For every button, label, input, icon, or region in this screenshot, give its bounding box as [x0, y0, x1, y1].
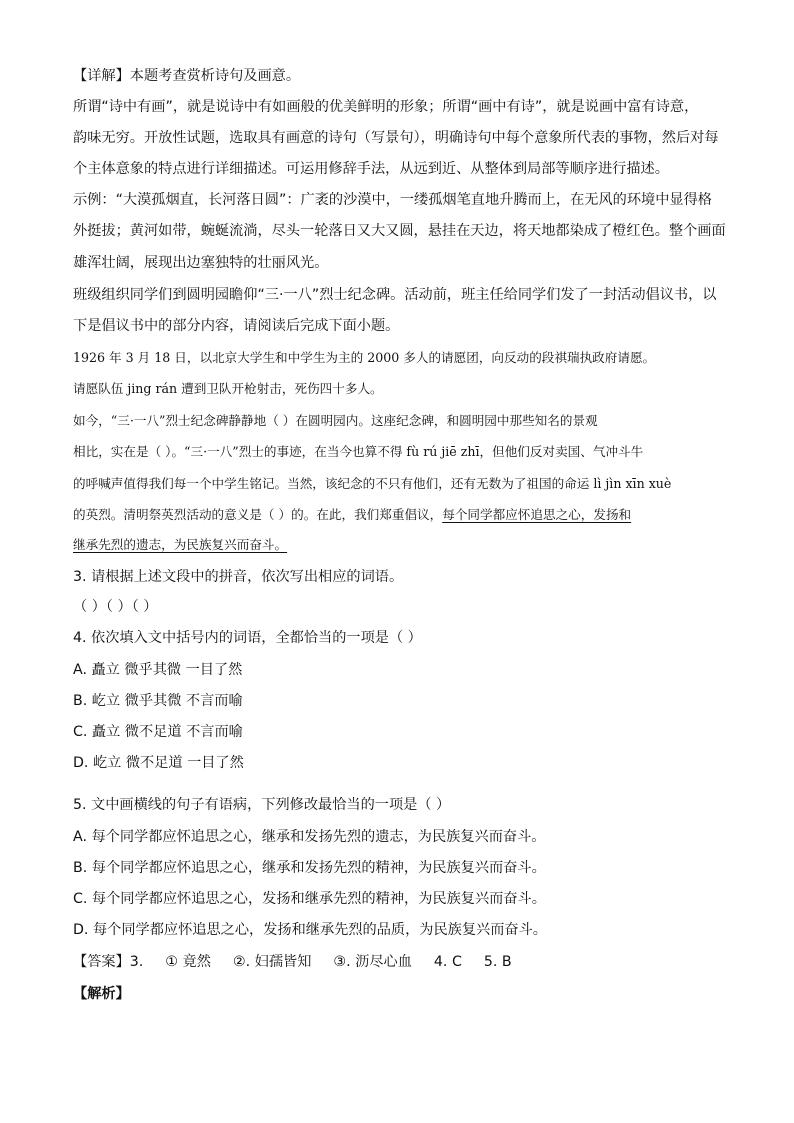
- question-4-option-c: C. 矗立 微不足道 不言而喻: [73, 724, 243, 740]
- question-3-text: 3. 请根据上述文段中的拼音，依次写出相应的词语。: [73, 569, 404, 585]
- underlined-sentence-part-1: 每个同学都应怀追思之心，发扬和: [442, 507, 632, 522]
- passage-p2-line-2: 相比，实在是（ ）。“三·一八”烈士的事迹，在当今也算不得 fù rú jiē zhī，但他们反对卖国、气冲斗牛: [73, 444, 644, 459]
- question-5-option-c: C. 每个同学都应怀追思之心，发扬和继承先烈的精神，为民族复兴而奋斗。: [73, 891, 546, 907]
- question-3-blanks: （ ）（ ）（ ）: [73, 599, 158, 615]
- detail-line-2: 所谓“诗中有画”，就是说诗中有如画般的优美鲜明的形象；所谓“画中有诗”，就是说画中富有诗意，: [73, 99, 699, 115]
- passage-p2-line-1: 如今，“三·一八”烈士纪念碑静静地（ ）在圆明园内。这座纪念碑，和圆明园中那些知名的景观: [73, 413, 598, 428]
- passage-p1-line-1: 1926 年 3 月 18 日，以北京大学生和中学生为主的 2000 多人的请愿团，向反动的段祺瑞执政府请愿。: [73, 350, 656, 365]
- intro-line-2: 下是倡议书中的部分内容，请阅读后完成下面小题。: [73, 318, 400, 334]
- detail-line-6: 外挺拔；黄河如带，蜿蜒流淌，尽头一轮落日又大又圆，悬挂在天边，将天地都染成了橙红色。整个画面: [73, 223, 726, 239]
- question-5-text: 5. 文中画横线的句子有语病，下列修改最恰当的一项是（ ）: [73, 797, 451, 813]
- answer-line: [73, 952, 512, 972]
- question-5-option-a: A. 每个同学都应怀追思之心，继承和发扬先烈的遗志，为民族复兴而奋斗。: [73, 829, 546, 845]
- detail-line-7: 雄浑壮阔，展现出边塞独特的壮丽风光。: [73, 255, 329, 271]
- detail-line-5: 示例：“大漠孤烟直，长河落日圆”：广袤的沙漠中，一缕孤烟笔直地升腾而上，在无风的环境中显得格: [73, 192, 712, 208]
- answer-3-3: ③. 沥尽心血: [333, 954, 412, 970]
- question-4-option-d: D. 屹立 微不足道 一目了然: [73, 755, 244, 771]
- underlined-sentence-part-2: 继承先烈的遗志，为民族复兴而奋斗。: [73, 537, 288, 552]
- passage-p2-line-4: [73, 505, 631, 525]
- answer-label: 【答案】3.: [73, 954, 144, 970]
- passage-p2-line-4-text: 的英烈。清明祭英烈活动的意义是（ ）的。在此，我们郑重倡议，: [73, 507, 443, 522]
- answer-5: 5. B: [483, 954, 512, 970]
- question-5-option-d: D. 每个同学都应怀追思之心，发扬和继承先烈的品质，为民族复兴而奋斗。: [73, 922, 547, 938]
- analysis-label: 【解析】: [73, 986, 130, 1002]
- answer-3-1: ① 竟然: [165, 954, 211, 970]
- question-4-text: 4. 依次填入文中括号内的词语，全都恰当的一项是（ ）: [73, 630, 422, 646]
- question-5-option-b: B. 每个同学都应怀追思之心，继承和发扬先烈的精神，为民族复兴而奋斗。: [73, 860, 546, 876]
- detail-line-3: 韵味无穷。开放性试题，选取具有画意的诗句（写景句），明确诗句中每个意象所代表的事物，然后对每: [73, 130, 719, 146]
- detail-line-4: 个主体意象的特点进行详细描述。可运用修辞手法，从远到近、从整体到局部等顺序进行描述。: [73, 161, 669, 177]
- question-4-option-a: A. 矗立 微乎其微 一目了然: [73, 662, 243, 678]
- intro-line-1: 班级组织同学们到圆明园瞻仰“三·一八”烈士纪念碑。活动前，班主任给同学们发了一封活动倡议书，以: [73, 287, 717, 303]
- passage-p1-line-2: 请愿队伍 jing rán 遭到卫队开枪射击，死伤四十多人。: [73, 381, 383, 396]
- passage-p2-line-3: 的呼喊声值得我们每一个中学生铭记。当然，该纪念的不只有他们，还有无数为了祖国的命运 lì jìn xīn xuè: [73, 476, 672, 491]
- detail-line-1: 【详解】本题考查赏析诗句及画意。: [73, 68, 301, 84]
- answer-4: 4. C: [433, 954, 462, 970]
- question-4-option-b: B. 屹立 微乎其微 不言而喻: [73, 693, 243, 709]
- answer-3-2: ②. 妇孺皆知: [232, 954, 312, 970]
